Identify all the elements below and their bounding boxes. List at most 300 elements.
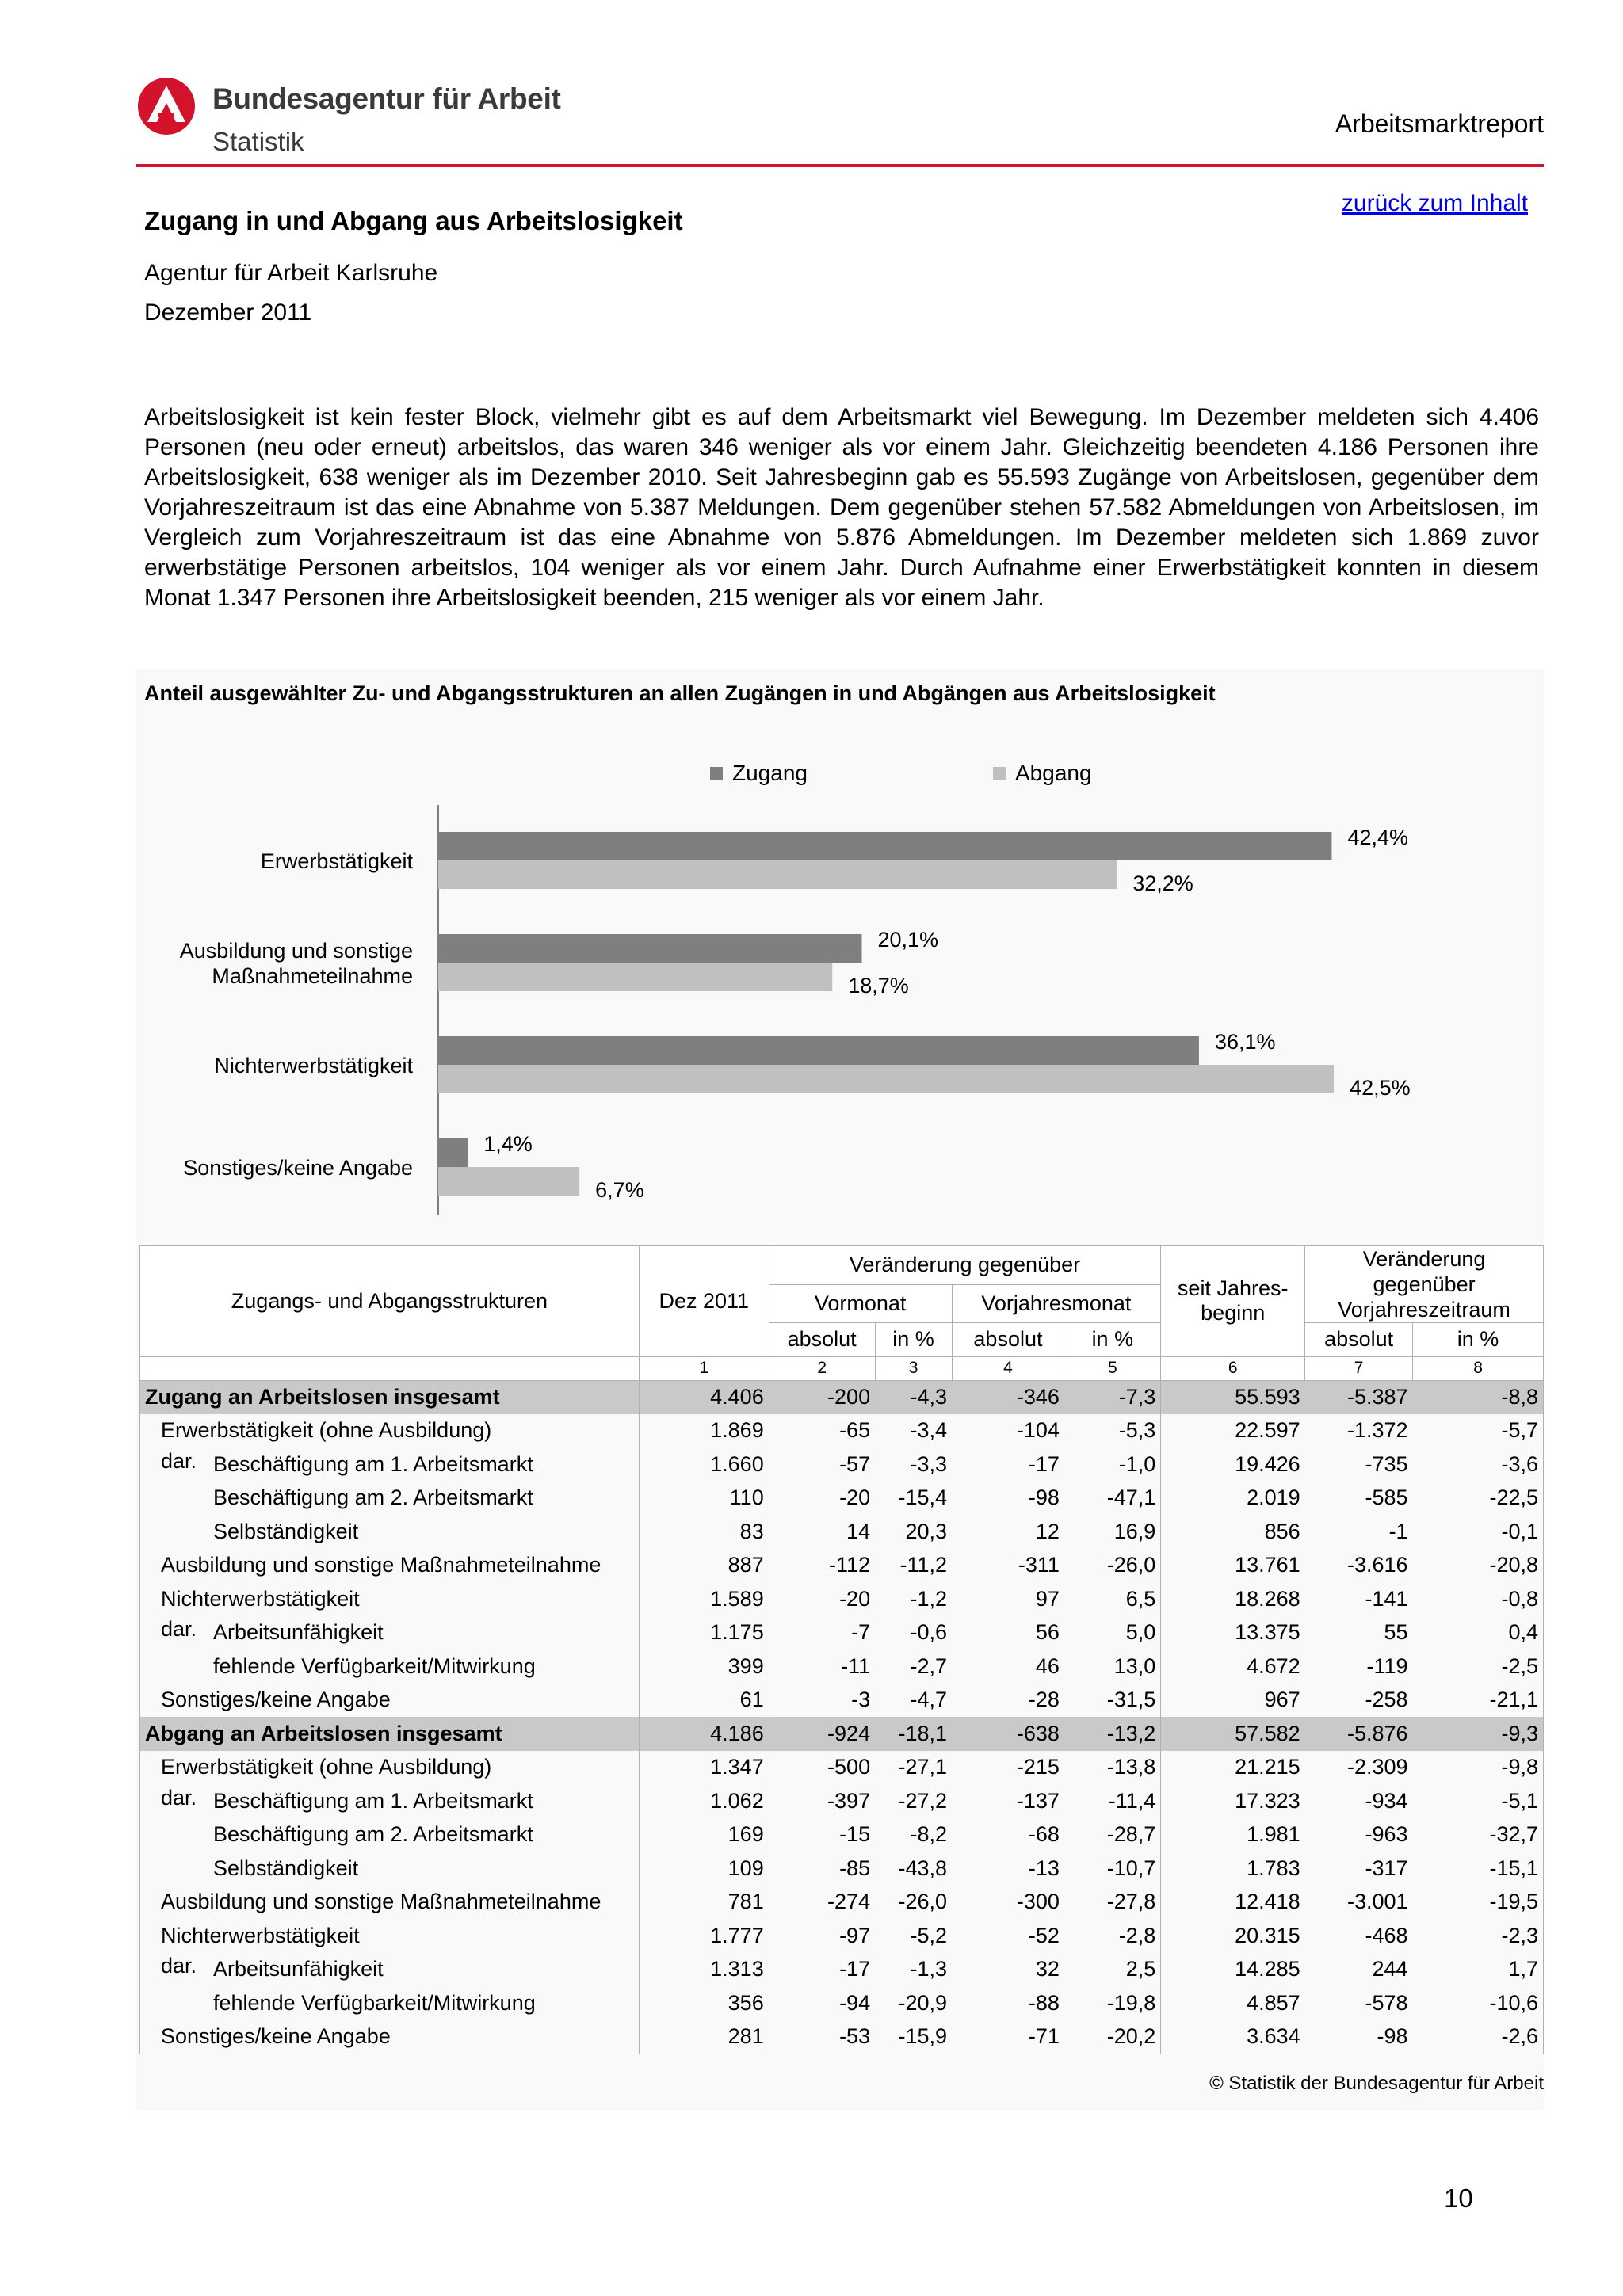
column-number: 4 — [952, 1356, 1064, 1380]
row-label-wrap — [145, 1617, 634, 1645]
table-row — [140, 1784, 1544, 1818]
page-number: 10 — [1444, 2183, 1473, 2213]
table-cell-col8: -10,6 — [1413, 1986, 1544, 2020]
table-cell-col4: -17 — [1028, 1451, 1060, 1476]
table-cell-col7: -735 — [1365, 1451, 1408, 1476]
chart-title: Anteil ausgewählter Zu- und Abgangsstrukturen an allen Zugängen in und Abgängen aus Arbeitslosigkeit — [144, 681, 1216, 705]
row-label-wrap — [145, 1822, 634, 1847]
table-cell-col3: -5,2 — [910, 1923, 947, 1947]
table-cell-col8: -15,1 — [1413, 1852, 1544, 1886]
header-absolut: absolut — [769, 1323, 875, 1357]
table-cell-col6: 22.597 — [1235, 1418, 1300, 1443]
table-cell-col4: -638 — [952, 1717, 1064, 1751]
table-cell-col8: -3,6 — [1413, 1447, 1544, 1482]
table-row — [140, 1447, 1544, 1482]
header-ytd-line1: seit Jahres- — [1177, 1276, 1289, 1301]
table-row — [140, 1650, 1544, 1684]
table-cell-col8: -9,8 — [1413, 1751, 1544, 1785]
table-cell-col2: -94 — [839, 1990, 871, 2015]
bar-abgang — [438, 1167, 579, 1196]
table-cell-col8: 0,4 — [1413, 1616, 1544, 1650]
table-cell-col4: -52 — [1028, 1923, 1060, 1947]
row-label-wrap — [145, 1954, 634, 1981]
row-label: Beschäftigung am 1. Arbeitsmarkt — [213, 1451, 533, 1476]
table-cell-col7: -585 — [1365, 1486, 1408, 1510]
row-label-cell — [140, 1818, 640, 1852]
row-label-cell — [140, 1650, 640, 1684]
row-label-wrap — [145, 1385, 634, 1409]
table-cell-col6: 967 — [1264, 1688, 1300, 1712]
table-cell-col7: 244 — [1372, 1957, 1408, 1981]
row-label-cell — [140, 1380, 640, 1414]
table-cell-col4: -88 — [1028, 1990, 1060, 2015]
header-change: Veränderung gegenüber — [769, 1246, 1161, 1285]
row-label-wrap — [145, 1688, 634, 1712]
table-cell-col8: -2,5 — [1413, 1650, 1544, 1684]
row-label: fehlende Verfügbarkeit/Mitwirkung — [213, 1990, 536, 2015]
legend-swatch-abgang — [993, 767, 1006, 780]
table-cell-col4: -346 — [952, 1380, 1064, 1414]
header-change-ytd-line2: gegenüber — [1373, 1272, 1476, 1296]
table-cell-col3: -11,2 — [899, 1553, 947, 1577]
table-cell-col3: -0,6 — [910, 1620, 947, 1645]
table-cell-col8: -2,3 — [1413, 1919, 1544, 1953]
table-cell-col1: 61 — [639, 1684, 769, 1718]
bar-abgang — [438, 860, 1117, 889]
column-number: 6 — [1161, 1356, 1305, 1380]
bar-zugang — [438, 934, 861, 963]
table-cell-col5: -28,7 — [1064, 1818, 1161, 1852]
column-number: 3 — [875, 1356, 952, 1380]
header-divider — [136, 164, 1544, 167]
table-row — [140, 1482, 1544, 1516]
header-prev-month: Vormonat — [769, 1284, 952, 1323]
row-label-cell — [140, 2020, 640, 2054]
table-cell-col7: -5.876 — [1305, 1717, 1413, 1751]
row-prefix: dar. — [161, 1448, 197, 1473]
table-cell-col7: -2.309 — [1347, 1755, 1408, 1779]
table-cell-col7: -3.001 — [1347, 1890, 1408, 1914]
table-cell-col8: -21,1 — [1413, 1684, 1544, 1718]
table-cell-col2: -200 — [769, 1380, 875, 1414]
table-cell-col3: -4,3 — [875, 1380, 952, 1414]
table-cell-col5: -13,2 — [1064, 1717, 1161, 1751]
table-cell-col1: 169 — [639, 1818, 769, 1852]
table-cell-col3: -1,3 — [910, 1957, 947, 1981]
table-cell-col7: -1 — [1388, 1519, 1408, 1543]
table-row-total — [140, 1380, 1544, 1414]
legend-item-zugang — [710, 761, 808, 786]
table-cell-col5: -11,4 — [1064, 1784, 1161, 1818]
row-label-cell — [140, 1684, 640, 1718]
table-cell-col6: 4.857 — [1247, 1990, 1300, 2015]
report-title: Arbeitsmarktreport — [1335, 109, 1544, 138]
header-absolut: absolut — [1305, 1323, 1413, 1357]
row-label-wrap — [145, 1486, 634, 1510]
table-cell-col3: -3,4 — [910, 1418, 947, 1443]
table-cell-col8: -5,1 — [1413, 1784, 1544, 1818]
row-label: Arbeitsunfähigkeit — [213, 1957, 384, 1981]
table-cell-col4: -13 — [1028, 1855, 1060, 1880]
header-ytd — [1161, 1246, 1305, 1357]
row-label-wrap — [145, 1448, 634, 1477]
row-label: Sonstiges/keine Angabe — [161, 1688, 391, 1712]
row-label-wrap — [145, 2024, 634, 2049]
table-cell-col2: -7 — [851, 1620, 871, 1645]
data-label-zugang: 36,1% — [1214, 1030, 1276, 1054]
table-cell-col3: -15,4 — [898, 1486, 947, 1510]
row-label-cell — [140, 1751, 640, 1785]
table-cell-col2: -85 — [839, 1855, 871, 1880]
table-cell-col2: -397 — [827, 1788, 871, 1813]
header-month: Dez 2011 — [639, 1246, 769, 1357]
table-cell-col6: 2.019 — [1247, 1486, 1300, 1510]
table-row — [140, 1886, 1544, 1920]
table-cell-col7: -578 — [1365, 1990, 1408, 2015]
table-cell-col6: 17.323 — [1235, 1788, 1300, 1813]
row-label-wrap — [145, 1785, 634, 1814]
table-cell-col3: -20,9 — [898, 1990, 947, 2015]
row-label-cell — [140, 1515, 640, 1549]
row-label-wrap — [145, 1924, 634, 1948]
header-ytd-line2: beginn — [1201, 1301, 1266, 1325]
row-label: Arbeitsunfähigkeit — [213, 1620, 384, 1645]
category-label: Sonstiges/keine Angabe — [183, 1156, 413, 1180]
table-cell-col1: 1.062 — [639, 1784, 769, 1818]
table-cell-col6: 55.593 — [1161, 1380, 1305, 1414]
data-label-abgang: 18,7% — [848, 974, 909, 997]
table-cell-col1: 1.347 — [639, 1751, 769, 1785]
agency-name: Agentur für Arbeit Karlsruhe — [144, 260, 438, 286]
header-pct: in % — [1413, 1323, 1544, 1357]
table-cell-col1: 1.869 — [639, 1414, 769, 1448]
table-cell-col7: -963 — [1365, 1822, 1408, 1847]
table-cell-col4: -104 — [1016, 1418, 1060, 1443]
table-cell-col8: -20,8 — [1413, 1549, 1544, 1583]
header-change-ytd — [1305, 1246, 1544, 1323]
table-cell-col6: 19.426 — [1235, 1451, 1300, 1476]
legend-swatch-zugang — [710, 767, 723, 780]
intro-paragraph: Arbeitslosigkeit ist kein fester Block, vielmehr gibt es auf dem Arbeitsmarkt viel Bewegung. Im Dezember meldeten sich 4.406 Personen (neu oder erneut) arbeitslos, das waren 346 weniger als vor einem Jahr. Gleichzeitig beendeten 4.186 Personen ihre Arbeitslosigkeit, 638 weniger als im Dezember 2010. Seit Jahresbeginn gab es 55.593 Zugänge von Arbeitslosen, gegenüber dem Vorjahreszeitraum ist das eine Abnahme von 5.387 Meldungen. Dem gegenüber stehen 57.582 Abmeldungen von Arbeitslosen, im Vergleich zum Vorjahreszeitraum ist das eine Abnahme von 5.876 Abmeldungen. Im Dezember meldeten sich 1.869 zuvor erwerbstätige Personen arbeitslos, 104 weniger als vor einem Jahr. Durch Aufnahme einer Erwerbstätigkeit konnten in diesem Monat 1.347 Personen ihre Arbeitslosigkeit beenden, 215 weniger als vor einem Jahr. — [144, 404, 1539, 611]
table-cell-col2: -274 — [827, 1890, 871, 1914]
table-row-total — [140, 1717, 1544, 1751]
data-label-abgang: 6,7% — [595, 1178, 644, 1202]
table-cell-col4: -71 — [952, 2020, 1064, 2054]
column-number: 2 — [769, 1356, 875, 1380]
table-cell-col1: 887 — [639, 1549, 769, 1583]
row-label-wrap — [145, 1991, 634, 2016]
row-label: Ausbildung und sonstige Maßnahmeteilnahme — [161, 1553, 601, 1577]
table-cell-col8: -5,7 — [1413, 1414, 1544, 1448]
table-cell-col7: -258 — [1365, 1688, 1408, 1712]
copyright-note: © Statistik der Bundesagentur für Arbeit — [1209, 2073, 1544, 2094]
table-cell-col7: -141 — [1365, 1586, 1408, 1611]
table-cell-col5: -13,8 — [1064, 1751, 1161, 1785]
row-label: Selbständigkeit — [213, 1855, 359, 1880]
table-cell-col5: -19,8 — [1064, 1986, 1161, 2020]
table-cell-col7: -119 — [1366, 1653, 1408, 1678]
row-prefix: dar. — [161, 1617, 197, 1642]
table-cell-col7: -3.616 — [1347, 1553, 1408, 1577]
table-cell-col7: -5.387 — [1305, 1380, 1413, 1414]
table-cell-col8: -22,5 — [1413, 1482, 1544, 1516]
table-cell-col1: 281 — [639, 2020, 769, 2054]
row-label: fehlende Verfügbarkeit/Mitwirkung — [213, 1653, 536, 1678]
row-label: Ausbildung und sonstige Maßnahmeteilnahme — [161, 1890, 601, 1914]
table-cell-col6: 856 — [1264, 1519, 1300, 1543]
bar-abgang — [438, 1065, 1334, 1093]
table-cell-col3: -4,7 — [910, 1688, 947, 1712]
table-cell-col5: -20,2 — [1064, 2020, 1161, 2054]
row-label-cell — [140, 1616, 640, 1650]
data-label-zugang: 42,4% — [1347, 826, 1409, 849]
row-label-wrap — [145, 1587, 634, 1611]
table-cell-col2: -97 — [839, 1923, 871, 1947]
table-cell-col6: 18.268 — [1235, 1586, 1300, 1611]
table-cell-col7: 55 — [1384, 1620, 1408, 1645]
table-cell-col2: -57 — [839, 1451, 871, 1476]
table-cell-col3: -27,1 — [898, 1755, 947, 1779]
table-body — [140, 1380, 1544, 2054]
table-row — [140, 1549, 1544, 1583]
table-cell-col1: 1.589 — [639, 1582, 769, 1616]
table-row — [140, 1986, 1544, 2020]
header-change-ytd-line3: Vorjahreszeitraum — [1338, 1298, 1510, 1322]
row-label: Erwerbstätigkeit (ohne Ausbildung) — [161, 1755, 492, 1779]
table-cell-col8: -8,8 — [1413, 1380, 1544, 1414]
table-cell-col5: 13,0 — [1064, 1650, 1161, 1684]
table-cell-col8: 1,7 — [1413, 1953, 1544, 1987]
table-cell-col5: -27,8 — [1064, 1886, 1161, 1920]
bar-zugang — [438, 832, 1331, 860]
table-cell-col3: -18,1 — [875, 1717, 952, 1751]
table-cell-col1: 1.313 — [639, 1953, 769, 1987]
row-label: Beschäftigung am 2. Arbeitsmarkt — [213, 1822, 533, 1847]
table-row — [140, 1751, 1544, 1785]
table-cell-col5: -2,8 — [1064, 1919, 1161, 1953]
table-cell-col6: 14.285 — [1235, 1957, 1300, 1981]
table-cell-col7: -317 — [1365, 1855, 1408, 1880]
table-cell-col4: -137 — [1016, 1788, 1060, 1813]
org-subtitle: Statistik — [212, 127, 304, 156]
table-cell-col6: 3.634 — [1161, 2020, 1305, 2054]
table-cell-col8: -0,8 — [1413, 1582, 1544, 1616]
table-row — [140, 1414, 1544, 1448]
org-name: Bundesagentur für Arbeit — [212, 82, 561, 115]
table-cell-col1: 356 — [639, 1986, 769, 2020]
bar-chart — [0, 792, 1623, 1220]
category-label: Maßnahmeteilnahme — [212, 964, 413, 988]
row-label-wrap — [145, 1654, 634, 1679]
table-cell-col6: 13.375 — [1235, 1620, 1300, 1645]
row-label-cell — [140, 1549, 640, 1583]
row-label-wrap — [145, 1418, 634, 1443]
ba-logo-icon — [136, 76, 197, 136]
row-label-cell — [140, 1482, 640, 1516]
row-label: Selbständigkeit — [213, 1519, 359, 1543]
table-cell-col5: 16,9 — [1064, 1515, 1161, 1549]
table-row — [140, 1515, 1544, 1549]
table-row — [140, 1818, 1544, 1852]
column-number: 8 — [1413, 1356, 1544, 1380]
table-cell-col3: -3,3 — [910, 1451, 947, 1476]
header-pct: in % — [1064, 1323, 1161, 1357]
row-label-wrap — [145, 1520, 634, 1544]
row-label-cell — [140, 1986, 640, 2020]
table-cell-col4: 12 — [1035, 1519, 1060, 1543]
column-number: 5 — [1064, 1356, 1161, 1380]
row-label-cell — [140, 1717, 640, 1751]
table-cell-col5: -47,1 — [1064, 1482, 1161, 1516]
header-pct: in % — [875, 1323, 952, 1357]
row-label: Zugang an Arbeitslosen insgesamt — [145, 1385, 500, 1409]
row-label: Abgang an Arbeitslosen insgesamt — [145, 1721, 502, 1745]
table-cell-col1: 4.406 — [639, 1380, 769, 1414]
flow-structures-table — [139, 1245, 1544, 2054]
table-cell-col5: -7,3 — [1064, 1380, 1161, 1414]
row-label: Beschäftigung am 1. Arbeitsmarkt — [213, 1788, 533, 1813]
row-label-cell — [140, 1414, 640, 1448]
row-prefix: dar. — [161, 1785, 197, 1810]
table-cell-col4: 46 — [1035, 1653, 1060, 1678]
table-cell-col1: 4.186 — [639, 1717, 769, 1751]
table-cell-col7: -1.372 — [1347, 1418, 1408, 1443]
row-prefix: dar. — [161, 1954, 197, 1978]
table-cell-col5: -10,7 — [1064, 1852, 1161, 1886]
table-cell-col6: 57.582 — [1161, 1717, 1305, 1751]
table-cell-col4: 56 — [1035, 1620, 1060, 1645]
table-cell-col2: -65 — [839, 1418, 871, 1443]
header-change-ytd-line1: Veränderung — [1362, 1247, 1486, 1271]
table-cell-col6: 13.761 — [1235, 1553, 1300, 1577]
table-cell-col2: -20 — [839, 1586, 871, 1611]
row-label: Nichterwerbstätigkeit — [161, 1586, 360, 1611]
table-cell-col2: -53 — [769, 2020, 875, 2054]
header-absolut: absolut — [952, 1323, 1064, 1357]
table-cell-col7: -934 — [1365, 1788, 1408, 1813]
table-cell-col1: 1.777 — [639, 1919, 769, 1953]
table-cell-col5: 5,0 — [1064, 1616, 1161, 1650]
table-cell-col1: 399 — [639, 1650, 769, 1684]
table-cell-col5: -1,0 — [1064, 1447, 1161, 1482]
table-cell-col2: -17 — [839, 1957, 871, 1981]
data-label-abgang: 42,5% — [1350, 1076, 1411, 1100]
column-number: 7 — [1305, 1356, 1413, 1380]
row-label-cell — [140, 1582, 640, 1616]
category-label: Ausbildung und sonstige — [179, 939, 413, 963]
table-cell-col4: -68 — [1028, 1822, 1060, 1847]
table-cell-col6: 4.672 — [1247, 1653, 1300, 1678]
table-cell-col2: -3 — [851, 1688, 871, 1712]
table-cell-col4: 97 — [1035, 1586, 1060, 1611]
bar-abgang — [438, 963, 832, 991]
table-cell-col8: -32,7 — [1413, 1818, 1544, 1852]
table-row — [140, 2020, 1544, 2054]
table-cell-col2: -15 — [839, 1822, 871, 1847]
data-label-abgang: 32,2% — [1132, 871, 1193, 895]
row-label-wrap — [145, 1890, 634, 1914]
table-cell-col5: -5,3 — [1064, 1414, 1161, 1448]
row-label: Erwerbstätigkeit (ohne Ausbildung) — [161, 1418, 492, 1443]
table-cell-col1: 110 — [639, 1482, 769, 1516]
bar-zugang — [438, 1138, 468, 1167]
table-cell-col2: -11 — [841, 1653, 871, 1678]
data-label-zugang: 20,1% — [877, 928, 939, 952]
table-cell-col4: -215 — [1016, 1755, 1060, 1779]
table-row — [140, 1953, 1544, 1987]
table-cell-col4: -300 — [1016, 1890, 1060, 1914]
row-label: Nichterwerbstätigkeit — [161, 1923, 360, 1947]
column-number: 1 — [639, 1356, 769, 1380]
table-cell-col6: 12.418 — [1235, 1890, 1300, 1914]
column-number-blank — [140, 1356, 640, 1380]
table-cell-col6: 1.981 — [1247, 1822, 1300, 1847]
table-cell-col6: 21.215 — [1235, 1755, 1300, 1779]
category-label: Nichterwerbstätigkeit — [214, 1054, 413, 1077]
row-label-wrap — [145, 1722, 634, 1746]
table-row — [140, 1919, 1544, 1953]
table-cell-col5: 2,5 — [1064, 1953, 1161, 1987]
table-cell-col2: -500 — [827, 1755, 871, 1779]
legend-item-abgang — [993, 761, 1092, 786]
table-cell-col3: -26,0 — [898, 1890, 947, 1914]
table-cell-col3: -1,2 — [910, 1586, 947, 1611]
chart-legend — [0, 761, 1623, 792]
row-label-wrap — [145, 1755, 634, 1779]
table-cell-col2: -20 — [839, 1486, 871, 1510]
table-cell-col1: 1.175 — [639, 1616, 769, 1650]
header-structure: Zugangs- und Abgangsstrukturen — [140, 1246, 640, 1357]
table-row — [140, 1684, 1544, 1718]
table-row — [140, 1582, 1544, 1616]
table-cell-col5: -31,5 — [1064, 1684, 1161, 1718]
table-cell-col1: 1.660 — [639, 1447, 769, 1482]
table-cell-col2: -924 — [769, 1717, 875, 1751]
table-cell-col3: -43,8 — [898, 1855, 947, 1880]
legend-label-zugang: Zugang — [732, 761, 808, 785]
table-cell-col4: -28 — [1028, 1688, 1060, 1712]
row-label-cell — [140, 1953, 640, 1987]
report-period: Dezember 2011 — [144, 299, 312, 326]
table-cell-col4: -311 — [1018, 1553, 1060, 1577]
table-cell-col3: -15,9 — [875, 2020, 952, 2054]
back-to-contents-link[interactable]: zurück zum Inhalt — [1341, 190, 1528, 216]
table-row — [140, 1616, 1544, 1650]
row-label-cell — [140, 1852, 640, 1886]
table-cell-col6: 20.315 — [1235, 1923, 1300, 1947]
table-cell-col8: -0,1 — [1413, 1515, 1544, 1549]
table-cell-col3: 20,3 — [905, 1519, 947, 1543]
row-label-wrap — [145, 1856, 634, 1881]
table-cell-col1: 109 — [639, 1852, 769, 1886]
row-label-cell — [140, 1784, 640, 1818]
table-cell-col7: -98 — [1305, 2020, 1413, 2054]
table-cell-col4: 32 — [1035, 1957, 1060, 1981]
table-cell-col1: 83 — [639, 1515, 769, 1549]
table-cell-col2: -112 — [829, 1553, 871, 1577]
table-row — [140, 1852, 1544, 1886]
row-label-wrap — [145, 1553, 634, 1577]
table-cell-col8: -19,5 — [1413, 1886, 1544, 1920]
category-label: Erwerbstätigkeit — [260, 849, 413, 873]
row-label: Beschäftigung am 2. Arbeitsmarkt — [213, 1486, 533, 1510]
table-cell-col8: -2,6 — [1413, 2020, 1544, 2054]
table-cell-col3: -27,2 — [898, 1788, 947, 1813]
data-label-zugang: 1,4% — [483, 1132, 533, 1156]
row-label-cell — [140, 1919, 640, 1953]
table-cell-col2: 14 — [846, 1519, 871, 1543]
table-cell-col5: -26,0 — [1064, 1549, 1161, 1583]
